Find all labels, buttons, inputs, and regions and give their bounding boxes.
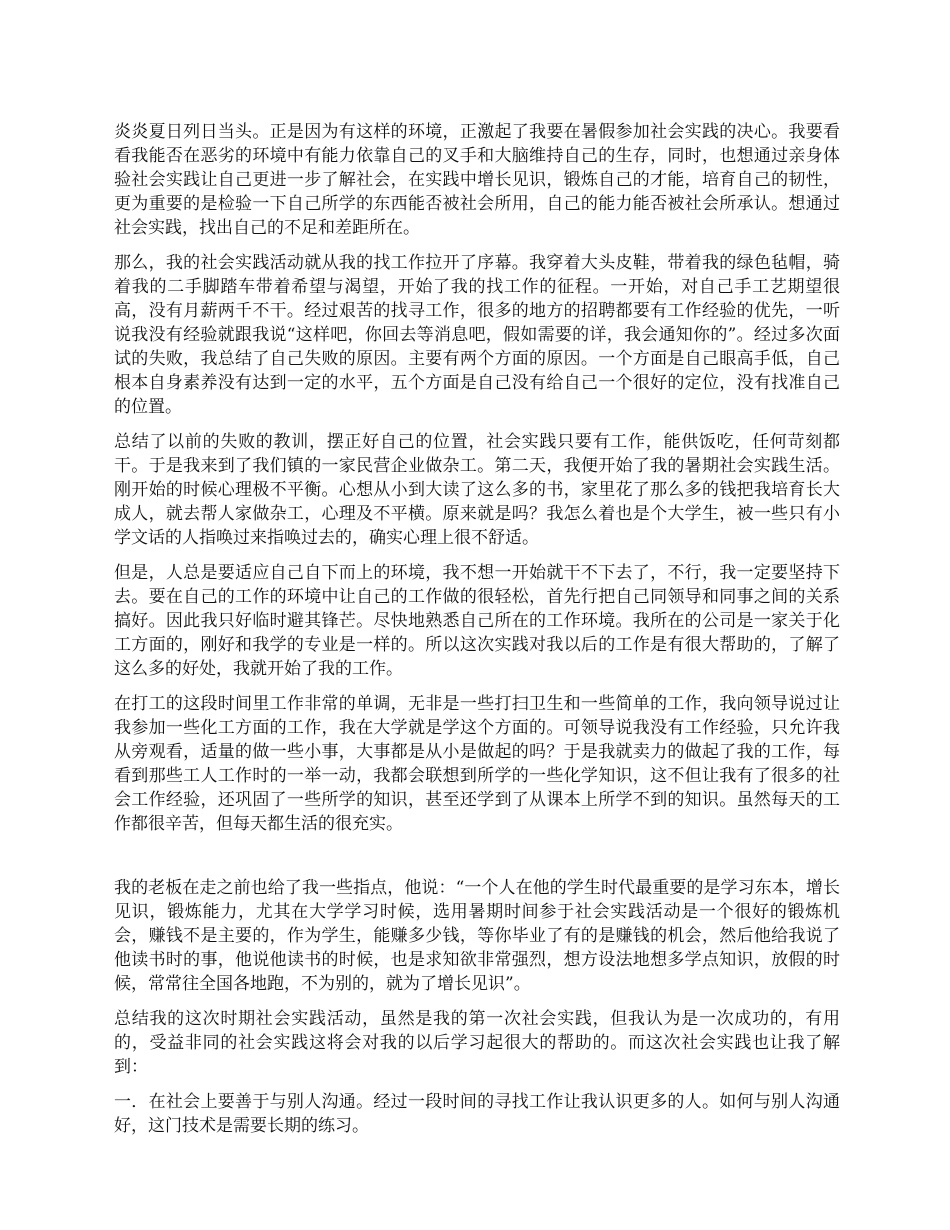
paragraph-5: 在打工的这段时间里工作非常的单调，无非是一些打扫卫生和一些简单的工作，我向领导说过让我参加一些化工方面的工作，我在大学就是学这个方面的。可领导说我没有工作经验，只允许我从旁观看，适量的做一些小事，大事都是从小是做起的吗？于是我就卖力的做起了我的工作，每看到那些工人工作时的一举一动，我都会联想到所学的一些化学知识，这不但让我有了很多的社会工作经验，还巩固了一些所学的知识，甚至还学到了从课本上所学不到的知识。虽然每天的工作都很辛苦，但每天都生活的很充实。 [114, 694, 840, 834]
paragraph-3: 总结了以前的失败的教训，摆正好自己的位置，社会实践只要有工作，能供饭吃，任何苛刻都干。于是我来到了我们镇的一家民营企业做杂工。第二天，我便开始了我的暑期社会实践生活。刚开始的时候心理极不平衡。心想从小到大读了这么多的书，家里花了那么多的钱把我培育长大成人，就去帮人家做杂工，心理及不平横。原来就是吗？我怎么着也是个大学生，被一些只有小学文话的人指唤过来指唤过去的，确实心理上很不舒适。 [114, 432, 840, 548]
paragraph-8: 一．在社会上要善于与别人沟通。经过一段时间的寻找工作让我认识更多的人。如何与别人沟通好，这门技术是需要长期的练习。 [114, 1092, 840, 1136]
paragraph-4: 但是，人总是要适应自己自下而上的环境，我不想一开始就干不下去了，不行，我一定要坚持下去。要在自己的工作的环境中让自己的工作做的很轻松，首先行把自己同领导和同事之间的关系搞好。因此我只好临时避其锋芒。尽快地熟悉自己所在的工作环境。我所在的公司是一家关于化工方面的，刚好和我学的专业是一样的。所以这次实践对我以后的工作是有很大帮助的，了解了这么多的好处，我就开始了我的工作。 [114, 563, 840, 679]
paragraph-7: 总结我的这次时期社会实践活动，虽然是我的第一次社会实践，但我认为是一次成功的，有用的，受益非同的社会实践这将会对我的以后学习起很大的帮助的。而这次社会实践也让我了解到： [114, 1009, 840, 1077]
paragraph-2: 那么，我的社会实践活动就从我的找工作拉开了序幕。我穿着大头皮鞋，带着我的绿色毡帽，骑着我的二手脚踏车带着希望与渴望，开始了我的找工作的征程。一开始，对自己手工艺期望很高，没有月薪两千不干。经过艰苦的找寻工作，很多的地方的招聘都要有工作经验的优先，一听说我没有经验就跟我说“这样吧，你回去等消息吧，假如需要的详，我会通知你的”。经过多次面试的失败，我总结了自己失败的原因。主要有两个方面的原因。一个方面是自己眼高手低，自己根本自身素养没有达到一定的水平，五个方面是自己没有给自己一个很好的定位，没有找准自己的位置。 [114, 253, 840, 417]
paragraph-1: 炎炎夏日列日当头。正是因为有这样的环境，正激起了我要在暑假参加社会实践的决心。我要看看我能否在恶劣的环境中有能力依靠自己的叉手和大脑维持自己的生存，同时，也想通过亲身体验社会实践让自己更进一步了解社会，在实践中增长见识，锻炼自己的才能，培育自己的韧性，更为重要的是检验一下自己所学的东西能否被社会所用，自己的能力能否被社会所承认。想通过社会实践，找出自己的不足和差距所在。 [114, 122, 840, 238]
document-body [114, 120, 840, 1138]
paragraph-6: 我的老板在走之前也给了我一些指点，他说：“一个人在他的学生时代最重要的是学习东本，增长见识，锻炼能力，尤其在大学学习时候，选用暑期时间参于社会实践活动是一个很好的锻炼机会，赚钱不是主要的，作为学生，能赚多少钱，等你毕业了有的是赚钱的机会，然后他给我说了他读书时的事，他说他读书的时候，也是求知欲非常强烈，想方设法地想多学点知识，放假的时候，常常往全国各地跑，不为别的，就为了增长见识”。 [114, 878, 840, 994]
